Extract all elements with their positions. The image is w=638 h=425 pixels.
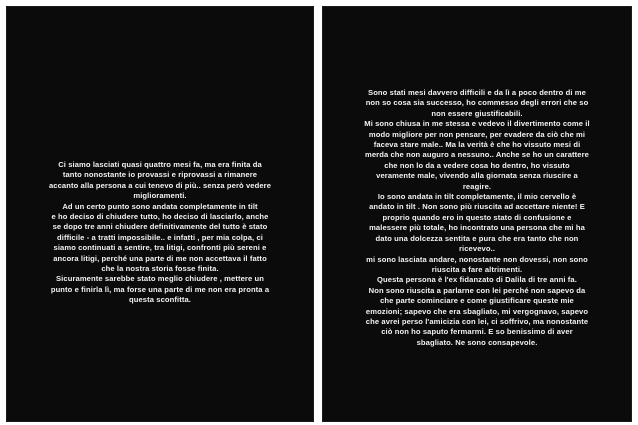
story-line: faceva stare male.. Ma la verità è che ho vissuto mesi di — [373, 140, 581, 150]
story-text-left — [7, 160, 313, 306]
story-line: punto e finirla lì, ma forse una parte di me non era pronta a — [50, 284, 270, 294]
story-panel-right — [322, 6, 632, 422]
story-line: difficile - a tratti impossibile.. e infatti , per mia colpa, ci — [57, 232, 263, 242]
story-line: che avrei perso l'amicizia con lei, ci soffrivo, ma nonostante — [365, 316, 589, 326]
story-line: veramente male, vivendo alla giornata senza riuscire a — [376, 171, 578, 181]
story-line: sbagliato. Ne sono consapevole. — [416, 337, 538, 347]
story-line: se dopo tre anni chiudere definitivamente del tutto è stato — [52, 222, 268, 232]
story-line: Io sono andata in tilt completamente, il mio cervello è — [377, 192, 577, 202]
story-line: Sono stati mesi davvero difficili e da lì a poco dentro di me — [368, 88, 586, 97]
story-line: andato in tilt . Non sono più riuscita ad accettare niente! E — [369, 202, 585, 212]
story-line: siamo continuati a sentire, tra litigi, confronti più sereni e — [53, 243, 267, 253]
story-line: che la nostra storia fosse finita. — [101, 264, 219, 274]
story-line: merda che non auguro a nessuno.. Anche se ho un carattere — [364, 150, 589, 160]
story-line: tanto nonostante io provassi e riprovassi a rimanere — [62, 170, 258, 180]
story-line: non essere giustificabili. — [431, 108, 523, 118]
story-line: ricevevo.. — [458, 244, 496, 254]
story-text-right — [323, 88, 631, 348]
story-line: riuscita a fare altrimenti. — [431, 264, 523, 274]
story-line: Mi sono chiusa in me stessa e vedevo il divertimento come il — [364, 119, 590, 129]
story-line: dato una dolcezza sentita e pura che era tanto che non — [375, 233, 579, 243]
story-line: Questa persona è l'ex fidanzato di Dalila di tre anni fa. — [377, 275, 577, 285]
story-line: modo migliore per non pensare, per evadere da ciò che mi — [368, 129, 586, 139]
story-line: emozioni; sapevo che era sbagliato, mi vergognavo, sapevo — [365, 306, 589, 316]
story-line: che parte cominciare e come giustificare queste mie — [380, 296, 574, 306]
story-line: mi sono lasciata andare, nonostante non dovessi, non sono — [366, 254, 588, 264]
story-line: Non sono riuscita a parlarne con lei perché non sapevo da — [368, 285, 586, 295]
story-line: reagire. — [462, 181, 492, 191]
story-line: Sicuramente sarebbe stato meglio chiudere , mettere un — [56, 274, 264, 284]
story-line: questa sconfitta. — [128, 295, 192, 305]
story-line: miglioramenti. — [133, 191, 187, 201]
story-line: non so cosa sia successo, ho commesso degli errori che so — [365, 98, 589, 108]
story-line: proprio quando ero in questo stato di confusione e — [382, 212, 572, 222]
story-line: Ad un certo punto sono andata completamente in tilt — [62, 201, 258, 211]
story-line: e ho deciso di chiudere tutto, ho deciso di lasciarlo, anche — [51, 212, 269, 222]
story-line: ancora litigi, perché una parte di me non accettava il fatto — [53, 253, 267, 263]
story-panel-left — [6, 6, 314, 422]
story-line: accanto alla persona a cui tenevo di più.. senza però vedere — [48, 180, 272, 190]
story-line: Ci siamo lasciati quasi quattro mesi fa, ma era finita da — [58, 160, 262, 169]
story-line: che non lo da a vedere cosa ho dentro, ho vissuto — [384, 160, 570, 170]
story-line: malessere più totale, ho incontrato una persona che mi ha — [369, 223, 585, 233]
story-line: ciò non ho saputo fermarmi. E so benissimo di aver — [381, 327, 573, 337]
